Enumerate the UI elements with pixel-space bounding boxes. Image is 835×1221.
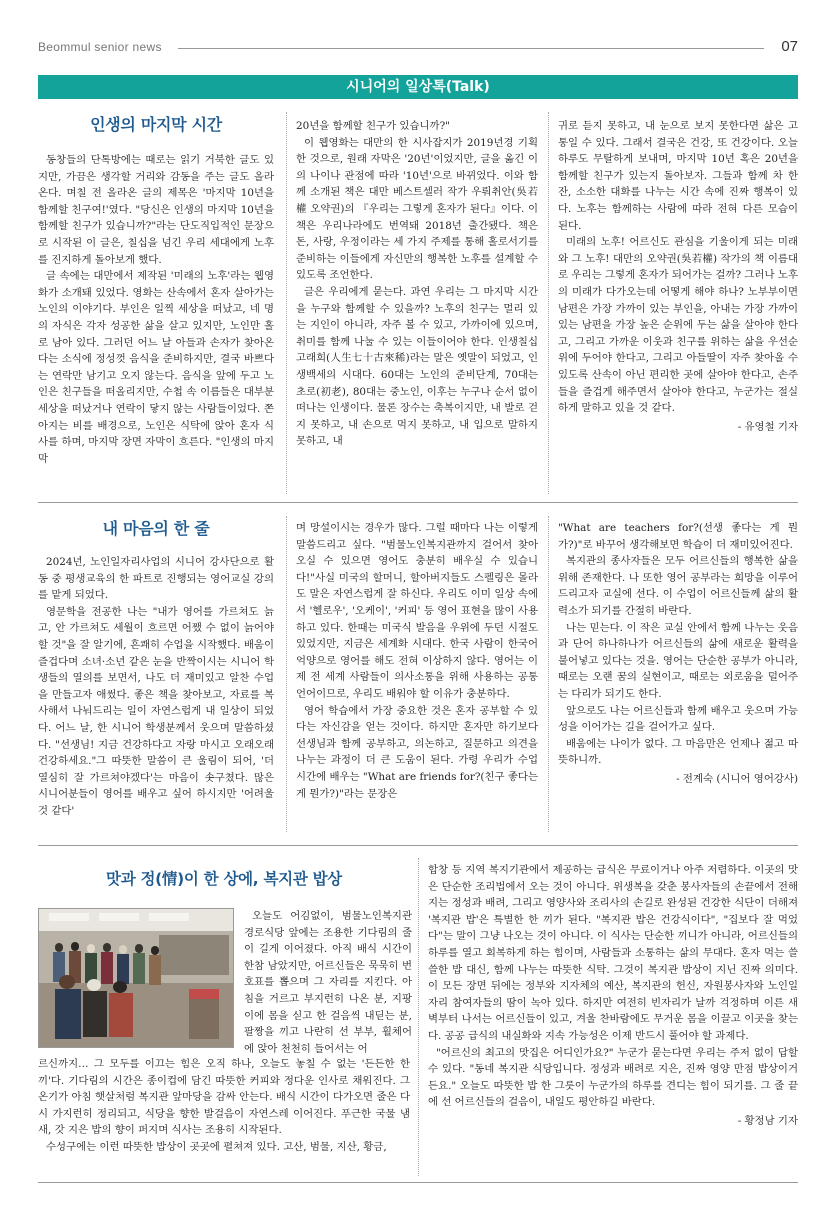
paragraph: 동창들의 단톡방에는 때로는 읽기 거북한 글도 있지만, 가끔은 생각할 거리와 감동을 주는 글도 올라온다. 며칠 전 올라온 글의 제목은 '마지막 10년을 함께할 친구여!'였다. "당신은 인생의 마지막 10년을 함께할 친구가 있습니까?"라는 단도직입적인 문장으로 시작된 이 글은, 칠십을 넘긴 우리 세대에게 노후를 진지하게 돌아보게 했다. [38,154,274,266]
byline: - 전계숙 (시니어 영어강사) [676,772,798,785]
paragraph: 르신까지… 그 모두를 이끄는 힘은 오직 하나, 오늘도 놓칠 수 없는 '든든한 한 끼'다. 기다림의 시간은 종이컵에 담긴 따뜻한 커피와 정다운 인사로 채워진다. 그 온기가 아침 햇살처럼 복지관 앞마당을 감싸 안는다. 배식 시간이 다가오면 줄은 다시 가지런히 정리되고, 식당을 향한 발걸음이 자연스레 이어진다. 푸근한 국물 냄새, 갓 지은 밥의 향이 퍼지며 식사는 조용히 시작된다. [38,1058,410,1137]
publication-name: Beommul senior news [38,40,162,54]
article2-title: 내 마음의 한 줄 [102,519,210,538]
paragraph: 미래의 노후! 어르신도 관심을 기울이게 되는 미래와 그 노후! 대만의 오약권(吳若權) 작가의 책 이름대로 우리는 그렇게 혼자가 되어가는 걸까? 그러나 노후의 미래가 다가오는데 어떻게 해야 하나? 노부부이면 남편은 가장 가까이 있는 부인을, 아내는 가장 가까이 있는 남편을 가장 높은 순위에 두는 삶을 살아야 한다고, 그리고 가까운 이웃과 친구를 위하는 삶을 우선순위에 두어야 한다고, 그리고 아들딸이 자주 찾아올 수 있도록 산속이 아닌 편리한 곳에 살아야 한다고, 손주들을 즐겁게 해주면서 살아야 한다고, 누군가는 절실하게 말하고 있을 것 같다. [558,236,798,415]
paragraph: 이 웹영화는 대만의 한 시사잡지가 2019년경 기획한 것으로, 원래 자막은 '20년'이었지만, 글을 옮긴 이의 나이나 관점에 따라 '10년'으로 바뀌었다. 이와 함께 소개된 책은 대만 베스트셀러 작가 우뤄취안(吳若權 오약권)의 『우리는 그렇게 혼자가 된다』이다. 이 책은 우리나라에도 번역돼 2018년 출간됐다. 책은 돈, 사랑, 우정이라는 세 가지 주제를 통해 홀로서기를 준비하는 이들에게 자신만의 행복한 노후를 설계할 수 있도록 조언한다. [296,136,538,282]
article1-title: 인생의 마지막 시간 [90,115,222,134]
paragraph: 복지관의 종사자들은 모두 어르신들의 행복한 삶을 위해 존재한다. 나 또한 영어 공부라는 희망을 이루어드리고자 교실에 선다. 이 수업이 어르신들께 삶의 활력소가 되기를 간절히 바란다. [558,555,798,617]
article2-col1 [38,516,274,820]
paragraph: 며 망설이시는 경우가 많다. 그럴 때마다 나는 이렇게 말씀드리고 싶다. "범물노인복지관까지 걸어서 찾아오실 수 있으면 영어도 충분히 배우실 수 있습니다!"사실 미국의 할머니, 할아버지들도 스펠링은 몰라도 말은 자연스럽게 잘 하신다. 우리도 이미 일상 속에서 '헬로우', '오케이', '커피' 등 영어 표현을 많이 사용하고 있다. 한때는 미국식 발음을 우위에 두던 시절도 있었지만, 지금은 세계화 시대다. 한국 사람이 한국어 억양으로 영어를 해도 전혀 이상하지 않다. 영어는 이제 전 세계 사람들이 의사소통을 위해 사용하는 공통 언어이므로, 우리도 배워야 할 이유가 충분하다. [296,522,538,700]
column-divider [548,516,549,832]
paragraph: 수성구에는 이런 따뜻한 밥상이 곳곳에 펼쳐져 있다. 고산, 범물, 지산, 황금, [46,1140,387,1153]
section-banner: 시니어의 일상톡(Talk) [38,75,798,99]
paragraph: 2024년, 노인일자리사업의 시니어 강사단으로 활동 중 평생교육의 한 파트로 진행되는 영어교실 강의를 맡게 되었다. [38,556,274,602]
article2-col3 [558,520,798,788]
page-header [38,38,798,60]
cafeteria-queue-image [39,909,234,1048]
article2-col2 [296,520,538,802]
column-divider [548,112,549,494]
article3-col1-rest [38,1056,410,1156]
paragraph: 20년을 함께할 친구가 있습니까?" [296,120,450,132]
section-rule [38,502,798,503]
byline: - 유영철 기자 [737,420,798,433]
paragraph: 영어 학습에서 가장 중요한 것은 혼자 공부할 수 있다는 자신감을 얻는 것이다. 하지만 혼자만 하기보다 선생님과 함께 공부하고, 의논하고, 질문하고 의견을 나누는 과정이 더 큰 도움이 된다. 가령 우리가 수업 시간에 배우는 "What are friends for?(친구 좋다는 게 뭔가?)"라는 문장은 [296,704,538,800]
column-divider [286,516,287,832]
paragraph: 글 속에는 대만에서 제작된 '미래의 노후'라는 웹영화가 소개돼 있었다. 영화는 산속에서 혼자 살아가는 노인의 이야기다. 부인은 일찍 세상을 떠났고, 네 명의 자식은 각자 성공한 삶을 살고 있지만, 노인만 홀로 남아 있다. 그러던 어느 날 아들과 손자가 찾아온다는 소식에 정성껏 음식을 준비하지만, 결국 바쁘다는 연락만 남기고 오지 않는다. 음식을 앞에 두고 노인은 친구들을 떠올리지만, 수첩 속 이름들은 대부분 세상을 떠났거나 연락이 닿지 않는 사람들이었다. 쫀아지는 비를 배경으로, 노인은 식탁에 앉아 혼자 식사를 하며, 마지막 장면 자막이 흐른다. "인생의 마지막 [38,270,274,465]
article3-title: 맛과 정(情)이 한 상에, 복지관 밥상 [106,870,342,888]
article3-col2 [428,862,798,1130]
paragraph: 오늘도 어김없이, 범물노인복지관 경로식당 앞에는 조용한 기다림의 줄이 길게 이어졌다. 아직 배식 시간이 한참 남았지만, 어르신들은 묵묵히 번호표를 뽑으며 그 자리를 지킨다. 아침을 거르고 부지런히 나온 분, 지팡이에 몸을 싣고 한 걸음씩 내딛는 분, 팔짱을 끼고 나란히 선 부부, 휠체어에 앉아 천천히 들어서는 어 [244,910,412,1055]
paragraph: 합창 등 지역 복지기관에서 제공하는 급식은 무료이거나 아주 저렴하다. 이곳의 맛은 단순한 조리법에서 오는 것이 아니다. 위생복을 갖춘 봉사자들의 손끝에서 전해지는 정성과 배려, 그리고 영양사와 조리사의 손길로 완성된 건강한 식단이 더해져 '복지관 밥'은 특별한 한 끼가 된다. "복지관 밥은 건강식이다", "집보다 잘 먹었다"는 말이 그냥 나오는 것이 아니다. 이 식사는 단순한 끼니가 아니라, 어르신들의 하루를 열고 회복하게 하는 힘이며, 사람들과 소통하는 삶의 무대다. 혼자 먹는 쓸쓸한 밥 대신, 함께 나누는 따뜻한 식탁. 그것이 복지관 밥상이 지닌 진짜 의미다. 이 모든 장면 뒤에는 정부와 지자체의 예산, 복지관의 헌신, 자원봉사자와 노인일자리 참여자들의 땀이 녹아 있다. 하지만 여전히 빈자리가 날까 걱정하며 이른 새벽부터 나서는 어르신들이 있고, 겨울 찬바람에도 무거운 몸을 이끌고 이곳을 찾는다. 공공 급식의 내실화와 지속 가능성은 이제 반드시 풀어야 할 과제다. [428,864,798,1042]
article1-col1 [38,112,274,467]
header-rule [178,48,764,49]
paragraph: "What are teachers for?(선생 좋다는 게 뭔가?)"로 바꾸어 생각해보면 학습이 더 재미있어진다. [558,522,798,551]
column-divider [286,112,287,494]
article3-photo-caption-text [244,908,412,1057]
section-rule [38,845,798,846]
column-divider [418,858,419,1176]
paragraph: 앞으로도 나는 어르신들과 함께 배우고 웃으며 가능성을 이어가는 길을 걸어가고 싶다. [558,704,798,734]
paragraph: 귀로 듣지 못하고, 내 눈으로 보지 못한다면 삶은 고통일 수 있다. 그래서 결국은 건강, 또 건강이다. 오늘 하루도 무탈하게 보내며, 마지막 10년 혹은 20년을 함께할 친구가 있는지 돌아보자. 그들과 함께 차 한 잔, 소소한 대화를 나누는 시간 속에 진짜 행복이 있다. 노후는 함께하는 사람에 따라 전혀 다른 모습이 된다. [558,120,798,232]
paragraph: "어르신의 최고의 맛집은 어디인가요?" 누군가 묻는다면 우리는 주저 없이 답할 수 있다. "동네 복지관 식당입니다. 정성과 배려로 지은, 진짜 영양 만점 밥상이거든요." 오늘도 따뜻한 밥 한 그릇이 누군가의 하루를 견디는 힘이 되기를. 그 줄 끝에 선 어르신들의 걸음이, 내일도 평안하길 바란다. [428,1046,798,1109]
paragraph: 영문학을 전공한 나는 "내가 영어를 가르쳐도 늙고, 안 가르쳐도 세월이 흐르면 어쨌 수 없이 늙어야 할 것"을 잘 알기에, 흔쾌히 수업을 시작했다. 배움이 즐겁다며 소녀·소년 같은 눈을 반짝이시는 시니어 학생들의 열의를 보면서, 나도 더 재미있고 알찬 수업을 만들고자 애썼다. 좋은 책을 찾아보고, 자료를 복사해서 나눠드리는 일이 자연스럽게 내 일상이 되었다. 어느 날, 한 시니어 학생분께서 웃으며 말씀하셨다. "선생님! 지금 건강하다고 자랑 마시고 오래오래 건강하세요."그 따뜻한 말씀이 큰 울림이 되어, '더 열심히 잘 가르쳐야겠다'는 마음이 솟구쳤다. 많은 시니어분들이 영어를 배우고 싶어 하시지만 '어려울 것 같다' [38,605,274,817]
page-number: 07 [781,38,798,55]
byline: - 황정남 기자 [737,1114,798,1127]
paragraph: 배움에는 나이가 없다. 그 마음만은 언제나 젊고 따뜻하니까. [558,737,798,767]
paragraph: 글은 우리에게 묻는다. 과연 우리는 그 마지막 시간을 누구와 함께할 수 있을까? 노후의 친구는 멀리 있는 지인이 아니라, 자주 볼 수 있고, 가까이에 있으며, 취미를 함께 나눌 수 있는 이들이어야 한다. 인생칠십고래희(人生七十古來稀)라는 말은 옛말이 되었고, 인생백세의 시대다. 60대는 노인의 준비단계, 70대는 초로(初老), 80대는 중노인, 이후는 누구나 순서 없이 떠나는 인생이다. 물론 장수는 축복이지만, 내 발로 걷지 못하고, 내 손으로 먹지 못하고, 내 입으로 말하지 못하고, 내 [296,285,538,448]
cafeteria-queue-photo [38,908,234,1048]
article1-col2 [296,118,538,450]
paragraph: 나는 믿는다. 이 작은 교실 안에서 함께 나누는 웃음과 단어 하나하나가 어르신들의 삶에 새로운 활력을 불어넣고 있다는 것을. 영어는 단순한 공부가 아니라, 때로는 오랜 꿈의 실현이고, 때로는 외로움을 덜어주는 다리가 되기도 한다. [558,621,798,700]
article1-col3 [558,118,798,435]
page-bottom-rule [38,1182,798,1183]
